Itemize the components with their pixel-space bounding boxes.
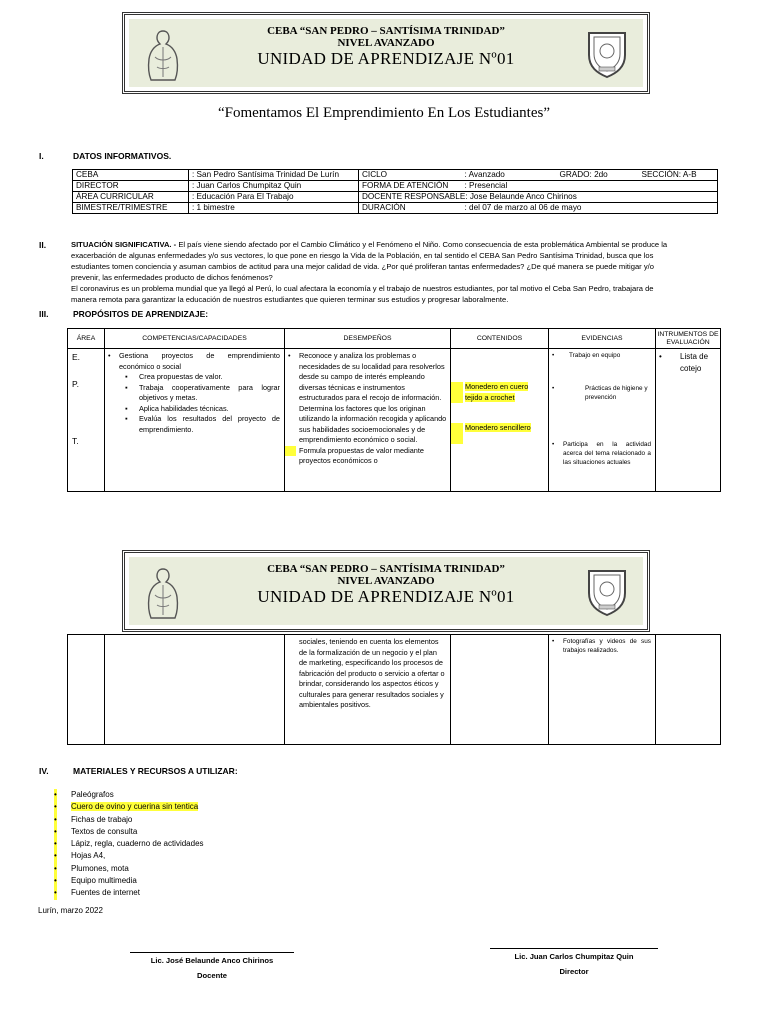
info-cell: : San Pedro Santísima Trinidad De Lurín — [189, 170, 359, 181]
signature-role: Director — [559, 967, 589, 976]
info-row — [73, 181, 718, 192]
contenido-item — [451, 423, 546, 434]
contenidos-cell — [451, 635, 549, 745]
material-text: Hojas A4, — [71, 851, 106, 861]
material-text: Equipo multimedia — [71, 876, 137, 886]
info-cell: ÁREA CURRICULAR — [73, 192, 189, 203]
capacidad-item: ▪ Trabaja cooperativamente para lograr objetivos y metas. — [105, 383, 280, 404]
column-header: DESEMPEÑOS — [285, 329, 451, 349]
desempeno-item: • Reconoce y analiza los problemas o necesidades de su localidad para resolverlos desde su campo de interés empleando diversas técnicas e instrumentos estructurados para el recojo de información. Determina los factores que los originan utilizando la información recogida y aplicando sus habilidades socioemocionales y de emprendimiento económico o social. — [285, 351, 448, 446]
situacion-text — [71, 239, 731, 305]
contenidos-list — [451, 382, 546, 434]
material-text: Fichas de trabajo — [71, 814, 133, 824]
bullet-icon: • — [54, 875, 57, 887]
contenido-text: Monedero sencillero — [465, 423, 531, 432]
desempenos-cell — [285, 349, 451, 492]
highlight-mark — [285, 446, 296, 456]
area-letter: T. — [72, 436, 79, 446]
material-item — [54, 838, 204, 850]
info-cell: : Juan Carlos Chumpitaz Quin — [189, 181, 359, 192]
situacion-line: prevenir, las enfermedades producto de dichos fenómenos? — [71, 273, 273, 282]
material-item — [54, 814, 204, 826]
material-text: Paleógrafos — [71, 790, 114, 799]
info-cell: FORMA DE ATENCIÓN — [359, 181, 462, 192]
bullet-icon: • — [54, 826, 57, 838]
signature-director — [490, 948, 658, 976]
highlight-mark — [451, 382, 463, 403]
section-number: I. — [39, 151, 44, 161]
info-cell: SECCIÓN: A-B — [639, 170, 718, 181]
info-cell: : del 07 de marzo al 06 de mayo — [462, 203, 718, 214]
area-letter: E. — [72, 352, 81, 362]
signature-name: Lic. Juan Carlos Chumpitaz Quin — [514, 952, 634, 961]
evidencia-item: • Participa en la actividad acerca del tema relacionado a las situaciones actuales — [549, 440, 651, 467]
info-cell: : Presencial — [462, 181, 718, 192]
info-cell: BIMESTRE/TRIMESTRE — [73, 203, 189, 214]
area-cell — [68, 349, 105, 492]
level-label: NIVEL AVANZADO — [337, 37, 435, 49]
bullet-icon: • — [54, 850, 57, 862]
info-cell: GRADO: 2do — [557, 170, 639, 181]
evidencias-list — [549, 351, 651, 467]
bullet-icon: • — [54, 789, 57, 801]
bullet-icon: • — [54, 863, 57, 875]
competencias-cell — [105, 349, 285, 492]
material-item — [54, 875, 204, 887]
info-cell: DURACIÓN — [359, 203, 462, 214]
situacion-line: El coronavirus es un problema mundial que ya llegó al Perú, lo cual afectara la economía y el trabajo de nuestros estudiantes, por tal motivo el Ceba San Pedro, trabajara de — [71, 284, 654, 293]
signature-name: Lic. José Belaunde Anco Chirinos — [150, 956, 274, 965]
section-label: SITUACIÓN SIGNIFICATIVA. - — [71, 240, 177, 249]
bullet-icon: • — [54, 801, 57, 813]
info-cell: : 1 bimestre — [189, 203, 359, 214]
evidencia-item: • Fotografías y videos de sus trabajos realizados. — [549, 637, 651, 655]
evidencias-cell — [549, 635, 656, 745]
desempenos-list — [285, 351, 448, 467]
section-number: IV. — [39, 766, 49, 776]
unit-title: UNIDAD DE APRENDIZAJE Nº01 — [257, 49, 515, 68]
evidencia-item: • Trabajo en equipo — [549, 351, 651, 362]
purposes-table-continued — [67, 634, 721, 745]
section-label: MATERIALES Y RECURSOS A UTILIZAR: — [73, 766, 238, 776]
material-text: Plumones, mota — [71, 863, 129, 873]
material-text: Cuero de ovino y cuerina sin tentica — [71, 802, 199, 812]
evidencias-cell — [549, 349, 656, 492]
material-item — [54, 826, 204, 838]
school-shield-icon — [585, 27, 629, 79]
instrumentos-cell — [656, 349, 721, 492]
material-item — [54, 789, 204, 801]
competencia-item: • Gestiona proyectos de emprendimiento económico o social — [105, 351, 280, 372]
area-letter: P. — [72, 379, 79, 389]
signature-teacher — [130, 952, 294, 980]
situacion-line: manera remota para garantizar la educación de nuestros estudiantes que quieren terminar sus estudios y progresar laboralmente. — [71, 295, 509, 304]
column-header: ÁREA — [68, 329, 105, 349]
instrumento-item: • Lista de cotejo — [656, 351, 714, 375]
school-header — [122, 12, 650, 94]
info-cell: CICLO — [359, 170, 462, 181]
material-text: Lápiz, regla, cuaderno de actividades — [71, 839, 204, 849]
info-cell: DOCENTE RESPONSABLE: Jose Belaunde Anco Chirinos — [359, 192, 718, 203]
capacidad-item: ▪ Aplica habilidades técnicas. — [105, 404, 280, 415]
info-cell: DIRECTOR — [73, 181, 189, 192]
school-name: CEBA “SAN PEDRO – SANTÍSIMA TRINIDAD” — [267, 563, 505, 575]
section-i-heading — [39, 151, 339, 163]
column-header: COMPETENCIAS/CAPACIDADES — [105, 329, 285, 349]
signature-role: Docente — [197, 971, 227, 980]
materials-list — [54, 789, 204, 900]
desempeno-item — [285, 446, 448, 467]
capacidades-list — [105, 372, 280, 435]
column-header: EVIDENCIAS — [549, 329, 656, 349]
info-cell: : Educación Para El Trabajo — [189, 192, 359, 203]
material-text: Textos de consulta — [71, 826, 138, 836]
info-row — [73, 170, 718, 181]
material-item — [54, 850, 204, 862]
section-label: DATOS INFORMATIVOS. — [73, 151, 172, 161]
section-iii-heading — [39, 309, 339, 321]
school-name: CEBA “SAN PEDRO – SANTÍSIMA TRINIDAD” — [267, 25, 505, 37]
purposes-table — [67, 328, 721, 492]
material-item — [54, 801, 204, 813]
section-number: II. — [39, 240, 47, 250]
document-title: “Fomentamos El Emprendimiento En Los Estudiantes” — [217, 105, 551, 121]
contenido-text: Monedero en cuero tejido a crochet — [465, 382, 529, 402]
instrumentos-cell — [656, 635, 721, 745]
bullet-icon: • — [54, 887, 57, 899]
school-header-page2 — [122, 550, 650, 632]
contenidos-cell — [451, 349, 549, 492]
evidencia-item: • Prácticas de higiene y prevención — [549, 384, 651, 402]
info-row — [73, 203, 718, 214]
situacion-line — [71, 239, 731, 250]
capacidad-item: ▪ Crea propuestas de valor. — [105, 372, 280, 383]
competencias-cell — [105, 635, 285, 745]
level-label: NIVEL AVANZADO — [337, 575, 435, 587]
info-cell: CEBA — [73, 170, 189, 181]
unit-title: UNIDAD DE APRENDIZAJE Nº01 — [257, 587, 515, 606]
column-header: INTRUMENTOS DE EVALUACIÓN — [656, 329, 721, 349]
bullet-icon: • — [54, 814, 57, 826]
column-header: CONTENIDOS — [451, 329, 549, 349]
capacidad-item: ▪ Evalúa los resultados del proyecto de emprendimiento. — [105, 414, 280, 435]
instrumentos-list — [656, 351, 714, 375]
signature-line — [130, 952, 294, 953]
material-item — [54, 863, 204, 875]
section-number: III. — [39, 309, 49, 319]
desempenos-cell: sociales, teniendo en cuenta los elementos de la formalización de un negocio y el plan de marketing, especificando los procesos de fabricación del producto o servicio a ofertar o brindar, considerando los aspectos éticos y culturales para generar resultados sociales y ambientales positivos. — [285, 635, 451, 745]
section-iv-heading — [39, 766, 339, 778]
place-date: Lurín, marzo 2022 — [38, 906, 103, 915]
material-text: Fuentes de internet — [71, 888, 140, 898]
contenido-item — [451, 382, 546, 403]
situacion-line: estudiantes tomen conciencia y asuman cambios de actitud para una mejor calidad de vida. ¿Por qué proliferan tantas enfermedades? ¿De qué manera se puede mitigar y/o — [71, 262, 654, 271]
info-cell: : Avanzado — [462, 170, 557, 181]
table-row — [68, 349, 721, 492]
bullet-icon: • — [54, 838, 57, 850]
info-row — [73, 192, 718, 203]
highlight-mark — [451, 423, 463, 444]
signature-line — [490, 948, 658, 949]
situacion-line-text: El país viene siendo afectado por el Cambio Climático y el Fenómeno el Niño. Como consecuencia de esta problemática Ambiental se produce la — [178, 240, 668, 249]
table-header-row — [68, 329, 721, 349]
info-table — [72, 169, 718, 214]
area-cell — [68, 635, 105, 745]
material-item — [54, 887, 204, 899]
section-label: PROPÓSITOS DE APRENDIZAJE: — [73, 309, 209, 319]
table-row — [68, 635, 721, 745]
desempeno-text: Formula propuestas de valor mediante proyectos económicos o — [299, 445, 424, 465]
school-shield-icon — [585, 565, 629, 617]
situacion-line: exacerbación de algunas enfermedades y/o sus vectores, lo que pone en riesgo la Vida de la Población, en tal sentido el CEBA San Pedro Santísima Trinidad, busca que los — [71, 251, 654, 260]
evidencias-list — [549, 637, 651, 655]
competencia-list — [105, 351, 280, 372]
